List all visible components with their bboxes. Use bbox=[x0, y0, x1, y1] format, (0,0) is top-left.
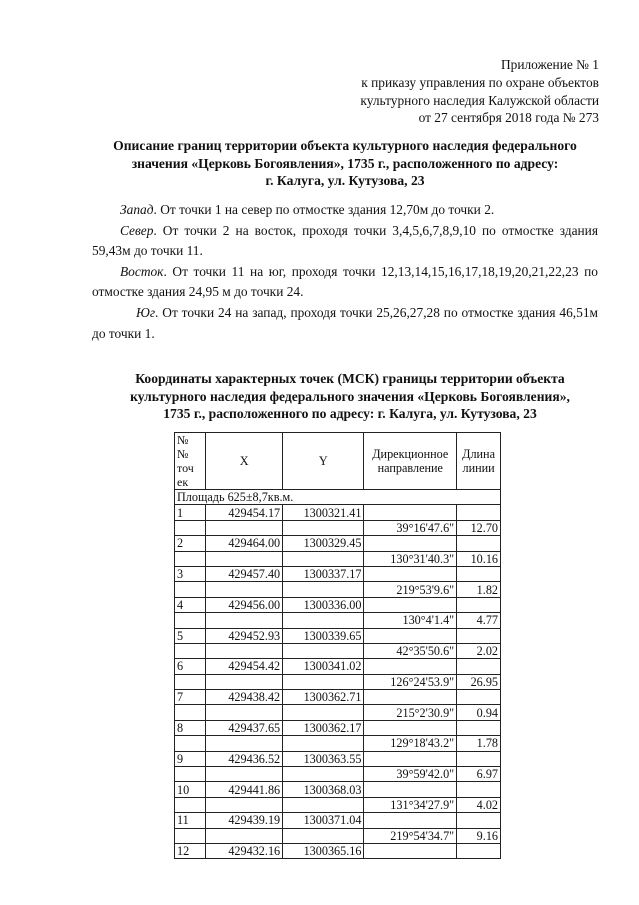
coordinates-title bbox=[70, 370, 630, 423]
description-title bbox=[60, 137, 630, 190]
point-number-cell: 4 bbox=[175, 597, 206, 612]
empty-cell bbox=[206, 582, 283, 597]
length-cell: 4.77 bbox=[457, 613, 501, 628]
title-line: Координаты характерных точек (МСК) границы территории объекта bbox=[135, 371, 565, 386]
empty-cell bbox=[457, 813, 501, 828]
point-row bbox=[175, 813, 501, 828]
x-cell: 429437.65 bbox=[206, 720, 283, 735]
segment-row bbox=[175, 797, 501, 812]
empty-cell bbox=[283, 828, 364, 843]
empty-cell bbox=[206, 705, 283, 720]
length-cell: 1.78 bbox=[457, 736, 501, 751]
empty-cell bbox=[283, 705, 364, 720]
empty-cell bbox=[364, 536, 457, 551]
point-number-cell: 12 bbox=[175, 843, 206, 858]
point-row bbox=[175, 628, 501, 643]
point-number-cell: 2 bbox=[175, 536, 206, 551]
point-row bbox=[175, 720, 501, 735]
empty-cell bbox=[283, 551, 364, 566]
segment-row bbox=[175, 520, 501, 535]
empty-cell bbox=[206, 828, 283, 843]
point-row bbox=[175, 782, 501, 797]
header-text: № bbox=[177, 447, 189, 461]
x-cell: 429436.52 bbox=[206, 751, 283, 766]
point-row bbox=[175, 659, 501, 674]
north-paragraph bbox=[92, 221, 598, 262]
y-cell: 1300329.45 bbox=[283, 536, 364, 551]
empty-cell bbox=[175, 705, 206, 720]
empty-cell bbox=[283, 674, 364, 689]
header-text: Длина bbox=[462, 447, 495, 461]
header-point-number bbox=[175, 433, 206, 490]
direction-cell: 131°34'27.9" bbox=[364, 797, 457, 812]
empty-cell bbox=[364, 782, 457, 797]
appendix-header bbox=[299, 56, 599, 127]
header-text: направление bbox=[377, 461, 443, 475]
empty-cell bbox=[175, 767, 206, 782]
length-cell: 2.02 bbox=[457, 643, 501, 658]
x-cell: 429464.00 bbox=[206, 536, 283, 551]
boundary-description bbox=[92, 200, 598, 344]
table-header-row bbox=[175, 433, 501, 490]
empty-cell bbox=[457, 536, 501, 551]
direction-cell: 219°53'9.6" bbox=[364, 582, 457, 597]
empty-cell bbox=[457, 659, 501, 674]
point-number-cell: 7 bbox=[175, 690, 206, 705]
empty-cell bbox=[206, 767, 283, 782]
appendix-line: культурного наследия Калужской области bbox=[360, 92, 599, 108]
x-cell: 429452.93 bbox=[206, 628, 283, 643]
header-text: точ bbox=[177, 461, 194, 475]
title-line: культурного наследия федерального значения «Церковь Богоявления», bbox=[130, 388, 570, 404]
segment-row bbox=[175, 828, 501, 843]
empty-cell bbox=[283, 613, 364, 628]
point-row bbox=[175, 690, 501, 705]
length-cell: 4.02 bbox=[457, 797, 501, 812]
empty-cell bbox=[364, 720, 457, 735]
empty-cell bbox=[283, 643, 364, 658]
header-text: Дирекционное bbox=[372, 447, 449, 461]
direction-cell: 219°54'34.7" bbox=[364, 828, 457, 843]
segment-row bbox=[175, 551, 501, 566]
empty-cell bbox=[206, 520, 283, 535]
point-number-cell: 8 bbox=[175, 720, 206, 735]
point-number-cell: 6 bbox=[175, 659, 206, 674]
empty-cell bbox=[364, 566, 457, 581]
area-cell: Площадь 625±8,7кв.м. bbox=[175, 490, 501, 505]
x-cell: 429454.42 bbox=[206, 659, 283, 674]
point-number-cell: 10 bbox=[175, 782, 206, 797]
empty-cell bbox=[457, 751, 501, 766]
empty-cell bbox=[457, 690, 501, 705]
empty-cell bbox=[457, 566, 501, 581]
y-cell: 1300371.04 bbox=[283, 813, 364, 828]
empty-cell bbox=[457, 628, 501, 643]
point-number-cell: 1 bbox=[175, 505, 206, 520]
header-text: ек bbox=[177, 475, 189, 489]
direction-cell: 130°31'40.3" bbox=[364, 551, 457, 566]
direction-cell: 129°18'43.2" bbox=[364, 736, 457, 751]
direction-cell: 39°16'47.6" bbox=[364, 520, 457, 535]
y-cell: 1300362.17 bbox=[283, 720, 364, 735]
segment-row bbox=[175, 705, 501, 720]
header-length bbox=[457, 433, 501, 490]
header-y: Y bbox=[283, 433, 364, 490]
north-label: Север bbox=[120, 222, 154, 238]
header-x: X bbox=[206, 433, 283, 490]
empty-cell bbox=[206, 797, 283, 812]
y-cell: 1300362.71 bbox=[283, 690, 364, 705]
empty-cell bbox=[364, 690, 457, 705]
point-row bbox=[175, 536, 501, 551]
segment-row bbox=[175, 643, 501, 658]
length-cell: 10.16 bbox=[457, 551, 501, 566]
segment-row bbox=[175, 582, 501, 597]
empty-cell bbox=[206, 674, 283, 689]
y-cell: 1300341.02 bbox=[283, 659, 364, 674]
empty-cell bbox=[206, 551, 283, 566]
empty-cell bbox=[283, 767, 364, 782]
west-paragraph bbox=[92, 200, 598, 221]
point-number-cell: 11 bbox=[175, 813, 206, 828]
title-line: Описание границ территории объекта культурного наследия федерального bbox=[113, 138, 577, 153]
south-label: Юг bbox=[136, 304, 156, 320]
segment-row bbox=[175, 613, 501, 628]
title-line: г. Калуга, ул. Кутузова, 23 bbox=[265, 173, 425, 188]
point-number-cell: 3 bbox=[175, 566, 206, 581]
length-cell: 26.95 bbox=[457, 674, 501, 689]
y-cell: 1300339.65 bbox=[283, 628, 364, 643]
empty-cell bbox=[175, 551, 206, 566]
south-text: . От точки 24 на запад, проходя точки 25,26,27,28 по отмостке здания 46,51м до точки 1. bbox=[92, 304, 598, 341]
x-cell: 429441.86 bbox=[206, 782, 283, 797]
appendix-line: Приложение № 1 bbox=[500, 57, 599, 72]
header-text: линии bbox=[462, 461, 495, 475]
length-cell: 12.70 bbox=[457, 520, 501, 535]
y-cell: 1300321.41 bbox=[283, 505, 364, 520]
empty-cell bbox=[364, 751, 457, 766]
empty-cell bbox=[175, 643, 206, 658]
empty-cell bbox=[283, 736, 364, 751]
point-row bbox=[175, 505, 501, 520]
empty-cell bbox=[206, 643, 283, 658]
length-cell: 0.94 bbox=[457, 705, 501, 720]
point-row bbox=[175, 566, 501, 581]
title-line: 1735 г., расположенного по адресу: г. Калуга, ул. Кутузова, 23 bbox=[163, 406, 537, 421]
empty-cell bbox=[364, 505, 457, 520]
x-cell: 429438.42 bbox=[206, 690, 283, 705]
empty-cell bbox=[457, 505, 501, 520]
empty-cell bbox=[283, 582, 364, 597]
direction-cell: 130°4'1.4" bbox=[364, 613, 457, 628]
empty-cell bbox=[364, 597, 457, 612]
y-cell: 1300363.55 bbox=[283, 751, 364, 766]
header-text: № bbox=[177, 433, 189, 447]
coordinates-table bbox=[174, 432, 501, 859]
empty-cell bbox=[457, 720, 501, 735]
empty-cell bbox=[283, 797, 364, 812]
point-number-cell: 5 bbox=[175, 628, 206, 643]
empty-cell bbox=[283, 520, 364, 535]
direction-cell: 39°59'42.0" bbox=[364, 767, 457, 782]
point-row bbox=[175, 597, 501, 612]
empty-cell bbox=[364, 813, 457, 828]
x-cell: 429456.00 bbox=[206, 597, 283, 612]
x-cell: 429432.16 bbox=[206, 843, 283, 858]
west-text: . От точки 1 на север по отмостке здания 12,70м до точки 2. bbox=[153, 202, 495, 217]
empty-cell bbox=[457, 597, 501, 612]
east-paragraph bbox=[92, 262, 598, 303]
empty-cell bbox=[175, 613, 206, 628]
empty-cell bbox=[175, 582, 206, 597]
point-row bbox=[175, 843, 501, 858]
point-number-cell: 9 bbox=[175, 751, 206, 766]
direction-cell: 42°35'50.6" bbox=[364, 643, 457, 658]
appendix-line: к приказу управления по охране объектов bbox=[361, 74, 599, 90]
area-row bbox=[175, 490, 501, 505]
title-line: значения «Церковь Богоявления», 1735 г., расположенного по адресу: bbox=[131, 155, 559, 171]
length-cell: 1.82 bbox=[457, 582, 501, 597]
y-cell: 1300365.16 bbox=[283, 843, 364, 858]
appendix-line: от 27 сентября 2018 года № 273 bbox=[418, 110, 599, 126]
south-paragraph bbox=[92, 303, 598, 344]
length-cell: 9.16 bbox=[457, 828, 501, 843]
x-cell: 429454.17 bbox=[206, 505, 283, 520]
segment-row bbox=[175, 767, 501, 782]
length-cell: 6.97 bbox=[457, 767, 501, 782]
empty-cell bbox=[175, 828, 206, 843]
empty-cell bbox=[364, 843, 457, 858]
west-label: Запад bbox=[120, 202, 154, 217]
direction-cell: 215°2'30.9" bbox=[364, 705, 457, 720]
empty-cell bbox=[206, 613, 283, 628]
point-row bbox=[175, 751, 501, 766]
east-label: Восток bbox=[120, 263, 164, 279]
y-cell: 1300368.03 bbox=[283, 782, 364, 797]
empty-cell bbox=[457, 843, 501, 858]
segment-row bbox=[175, 736, 501, 751]
segment-row bbox=[175, 674, 501, 689]
header-direction bbox=[364, 433, 457, 490]
empty-cell bbox=[175, 674, 206, 689]
empty-cell bbox=[175, 736, 206, 751]
x-cell: 429457.40 bbox=[206, 566, 283, 581]
empty-cell bbox=[206, 736, 283, 751]
east-text: . От точки 11 на юг, проходя точки 12,13,14,15,16,17,18,19,20,21,22,23 по отмостке здания 24,95 м до точки 24. bbox=[92, 263, 598, 300]
direction-cell: 126°24'53.9" bbox=[364, 674, 457, 689]
empty-cell bbox=[457, 782, 501, 797]
x-cell: 429439.19 bbox=[206, 813, 283, 828]
empty-cell bbox=[175, 797, 206, 812]
empty-cell bbox=[364, 628, 457, 643]
empty-cell bbox=[175, 520, 206, 535]
y-cell: 1300337.17 bbox=[283, 566, 364, 581]
y-cell: 1300336.00 bbox=[283, 597, 364, 612]
empty-cell bbox=[364, 659, 457, 674]
north-text: . От точки 2 на восток, проходя точки 3,4,5,6,7,8,9,10 по отмостке здания 59,43м до точки 11. bbox=[92, 222, 598, 259]
